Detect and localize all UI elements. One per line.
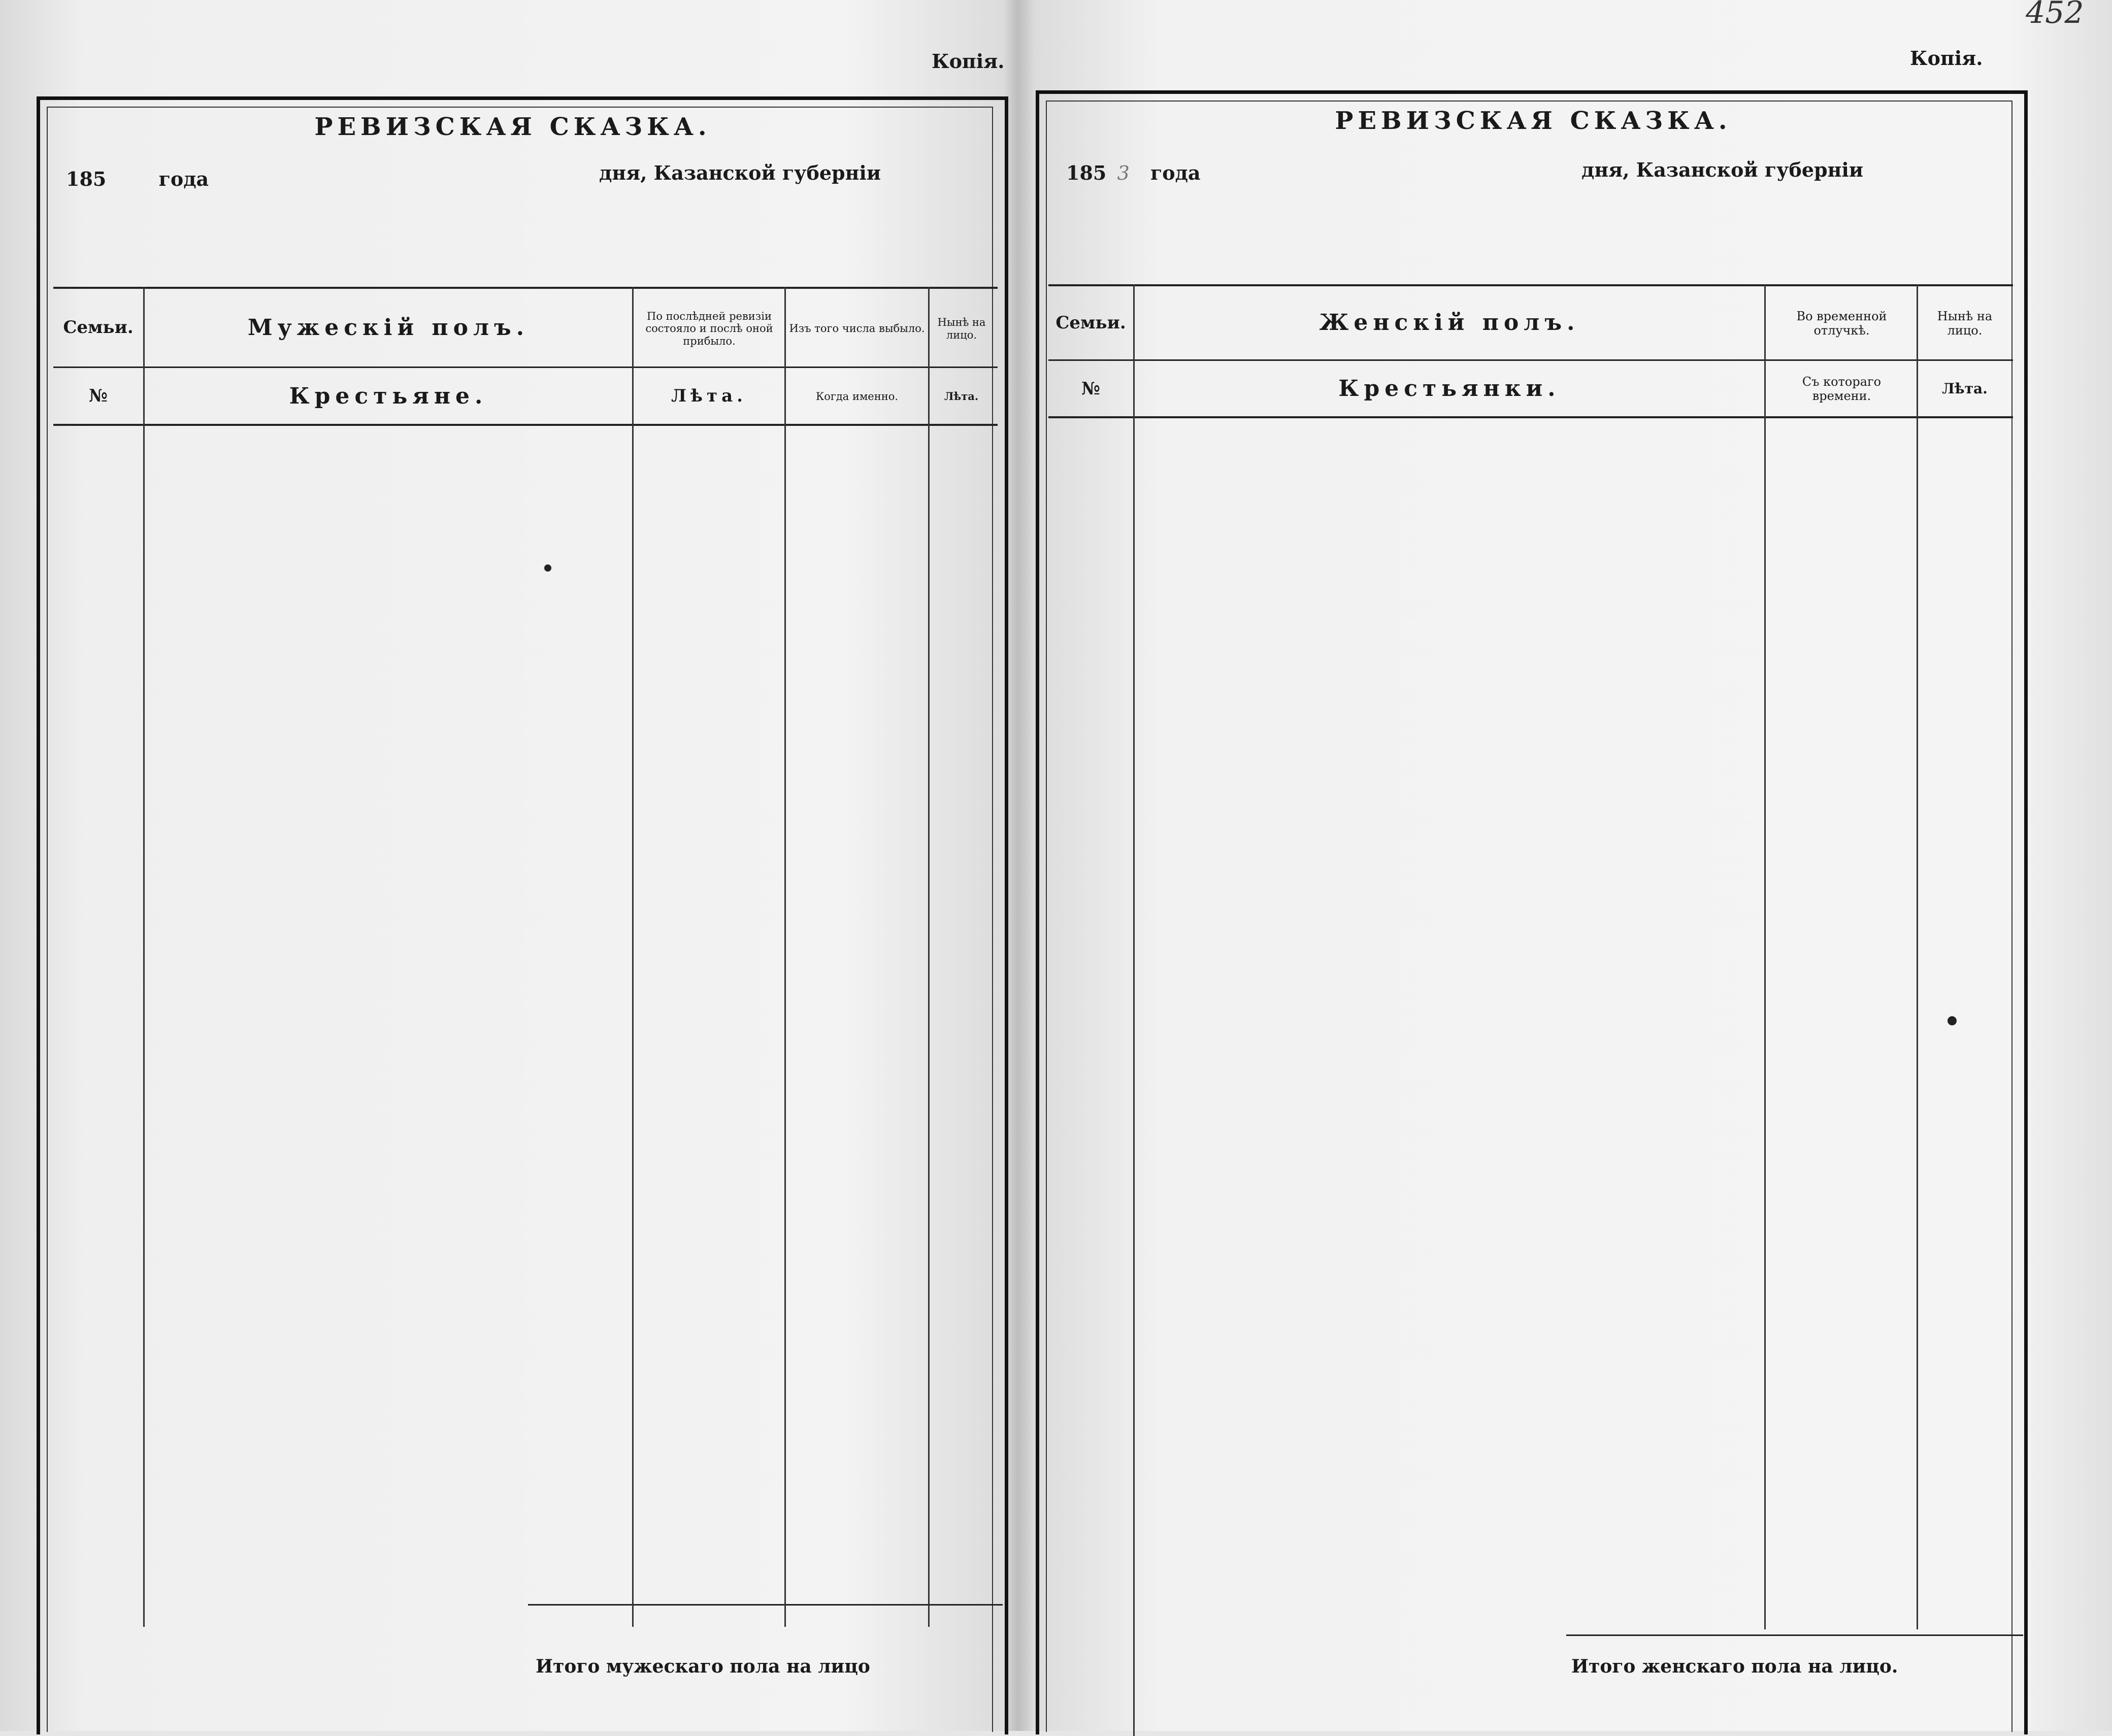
province-line: дня, Казанской губерніи	[599, 161, 881, 184]
subheader-years: Лѣта.	[1942, 380, 1988, 397]
subheader-peasant-women: Крестьянки.	[1338, 376, 1561, 402]
subheader-family-number: №	[1081, 378, 1100, 399]
ink-speck	[1948, 1016, 1957, 1025]
subheader-since-when: Съ котораго времени.	[1802, 374, 1882, 403]
form-title: РЕВИЗСКАЯ СКАЗКА.	[314, 113, 711, 141]
header-present: Нынѣ на лицо.	[937, 316, 986, 341]
year-word: года	[1150, 161, 1201, 184]
year-line	[1066, 161, 1201, 184]
left-page	[0, 0, 1010, 1731]
year-prefix: 185	[1066, 161, 1107, 184]
col-rule-1	[1133, 284, 1135, 1736]
header-departed: Изъ того числа выбыло.	[789, 322, 925, 335]
header-top-rule	[53, 287, 998, 289]
form-title: РЕВИЗСКАЯ СКАЗКА.	[1335, 107, 1732, 135]
header-present: Нынѣ на лицо.	[1937, 309, 1993, 338]
right-page	[1020, 0, 2112, 1731]
total-rule	[1566, 1634, 2023, 1636]
copy-mark: Копія.	[932, 50, 1005, 73]
subheader-years-present: Лѣта.	[944, 389, 979, 403]
year-prefix: 185	[66, 168, 107, 190]
header-temporary-leave: Во временной отлучкѣ.	[1796, 309, 1887, 338]
col-rule-2	[1764, 284, 1766, 1629]
header-mid-rule	[1048, 359, 2013, 361]
header-mid-rule	[53, 366, 998, 368]
province-line: дня, Казанской губерніи	[1581, 158, 1864, 181]
header-family: Семьи.	[63, 317, 134, 338]
male-total-label: Итого мужескаго пола на лицо	[536, 1656, 870, 1677]
female-total-label: Итого женскаго пола на лицо.	[1571, 1656, 1898, 1677]
col-rule-3	[784, 287, 786, 1627]
header-family: Семьи.	[1055, 312, 1126, 333]
year-word: года	[158, 168, 209, 190]
total-rule	[528, 1604, 1003, 1606]
page-number: 452	[2026, 0, 2084, 30]
header-female-sex: Женскій полъ.	[1319, 310, 1580, 336]
subheader-family-number: №	[89, 386, 108, 407]
subheader-peasants: Крестьяне.	[289, 383, 488, 409]
col-rule-2	[632, 287, 634, 1627]
ink-speck	[544, 564, 551, 572]
year-line	[66, 168, 209, 190]
copy-mark: Копія.	[1910, 47, 1983, 70]
year-suffix-handwritten: 3	[1117, 162, 1130, 184]
header-bottom-rule	[53, 424, 998, 426]
subheader-when: Когда именно.	[815, 390, 899, 403]
header-last-revision: По послѣдней ревизіи состояло и послѣ оной прибыло.	[645, 310, 773, 347]
col-rule-1	[143, 287, 145, 1627]
col-rule-4	[928, 287, 930, 1627]
header-top-rule	[1048, 284, 2013, 286]
header-bottom-rule	[1048, 416, 2013, 418]
header-male-sex: Мужескій полъ.	[247, 314, 530, 341]
col-rule-3	[1917, 284, 1918, 1629]
subheader-years: Лѣта.	[671, 386, 747, 407]
